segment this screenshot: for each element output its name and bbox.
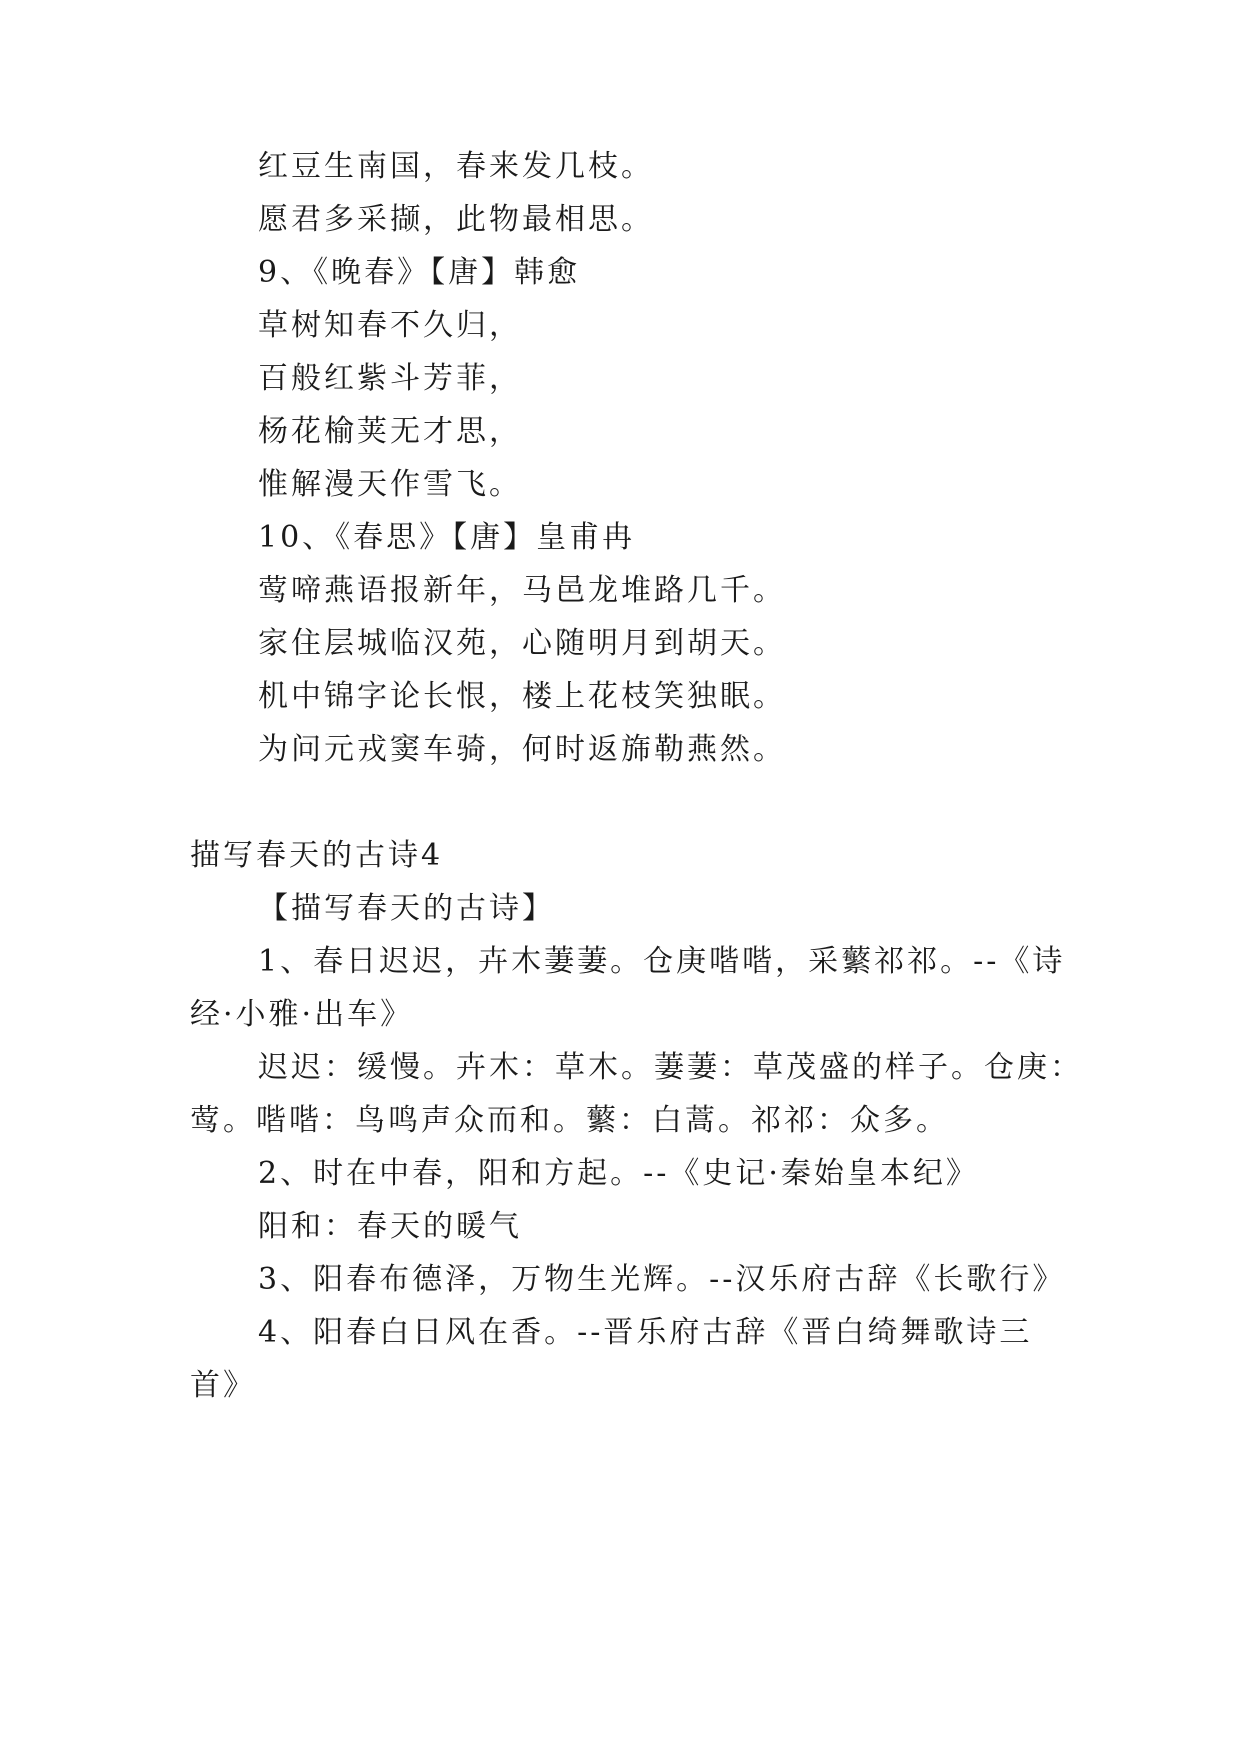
- section-title: 描写春天的古诗4: [190, 838, 444, 873]
- quote-line: 首》: [190, 1368, 256, 1403]
- quote-line: 1、春日迟迟，卉木萋萋。仓庚喈喈，采蘩祁祁。--《诗: [258, 944, 1066, 979]
- poem-line: 杨花榆荚无才思，: [258, 414, 522, 449]
- annotation-line: 迟迟：缓慢。卉木：草木。萋萋：草茂盛的样子。仓庚：: [258, 1050, 1083, 1085]
- quote-line: 2、时在中春，阳和方起。--《史记·秦始皇本纪》: [258, 1156, 979, 1191]
- annotation-line: 阳和：春天的暖气: [258, 1209, 522, 1244]
- poem-line: 草树知春不久归，: [258, 308, 522, 343]
- poem-line: 莺啼燕语报新年，马邑龙堆路几千。: [258, 573, 786, 608]
- poem-line: 红豆生南国，春来发几枝。: [258, 149, 654, 184]
- poem-heading: 10、《春思》【唐】皇甫冉: [258, 520, 636, 555]
- quote-line: 经·小雅·出车》: [190, 997, 414, 1032]
- poem-heading: 9、《晚春》【唐】韩愈: [258, 255, 581, 290]
- quote-line: 3、阳春布德泽，万物生光辉。--汉乐府古辞《长歌行》: [258, 1262, 1066, 1297]
- poem-line: 机中锦字论长恨，楼上花枝笑独眠。: [258, 679, 786, 714]
- quote-line: 4、阳春白日风在香。--晋乐府古辞《晋白绮舞歌诗三: [258, 1315, 1033, 1350]
- poem-line: 百般红紫斗芳菲，: [258, 361, 522, 396]
- annotation-line: 莺。喈喈：鸟鸣声众而和。蘩：白蒿。祁祁：众多。: [190, 1103, 949, 1138]
- poem-line: 家住层城临汉苑，心随明月到胡天。: [258, 626, 786, 661]
- poem-line: 愿君多采撷，此物最相思。: [258, 202, 654, 237]
- poem-line: 惟解漫天作雪飞。: [258, 467, 522, 502]
- poem-line: 为问元戎窦车骑，何时返旆勒燕然。: [258, 732, 786, 767]
- section-subtitle: 【描写春天的古诗】: [258, 891, 555, 926]
